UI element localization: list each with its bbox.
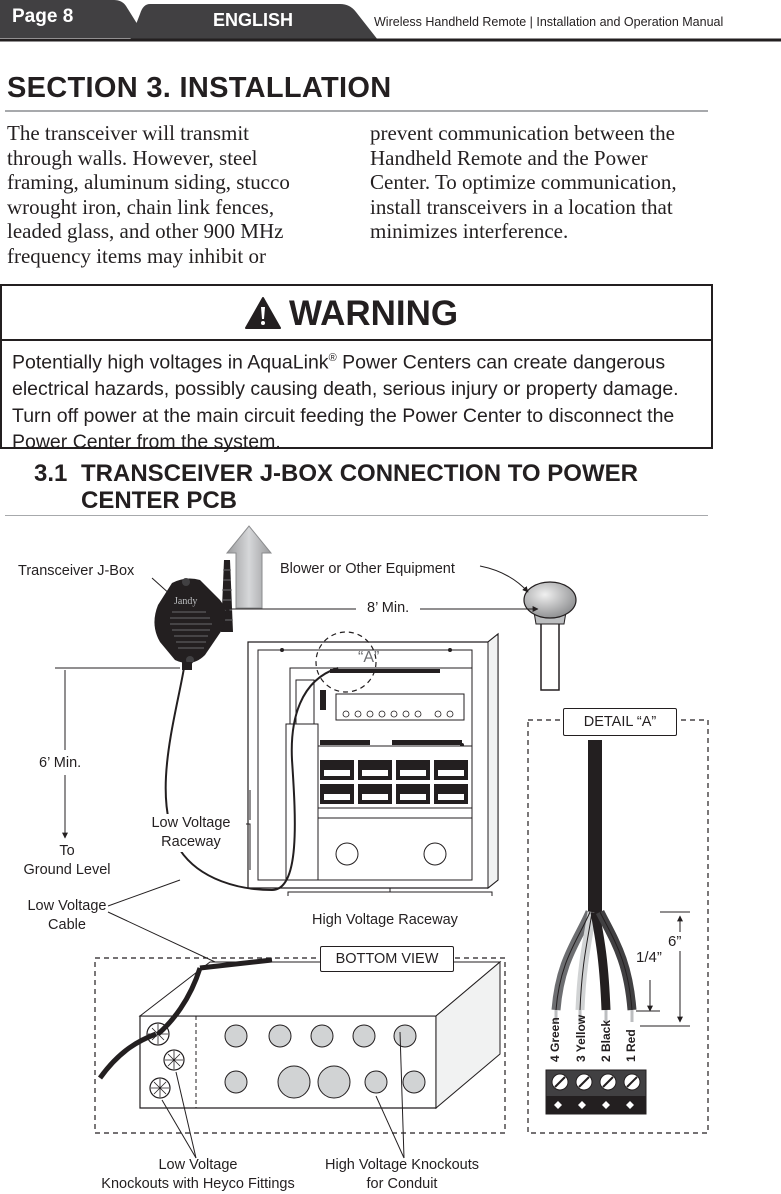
label-line: Low Voltage <box>151 815 231 831</box>
label-line: Ground Level <box>23 862 111 878</box>
label-line: To <box>59 843 75 859</box>
wire-label-text: 3 Yellow <box>574 1014 588 1062</box>
section-title: SECTION 3. INSTALLATION <box>7 72 392 104</box>
label-line: Raceway <box>161 834 221 850</box>
manual-title: Wireless Handheld Remote | Installation and Operation Manual <box>374 15 724 29</box>
warning-title: WARNING <box>289 294 459 333</box>
label-line: for Conduit <box>366 1176 438 1192</box>
text-line: minimizes interference. <box>370 219 569 243</box>
text-line: framing, aluminum siding, stucco <box>7 170 290 194</box>
text-line: through walls. However, steel <box>7 145 258 170</box>
text-line: prevent communication between the <box>370 121 675 145</box>
subsection-number: 3.1 <box>34 460 68 487</box>
wire-label-text: 1 Red <box>624 1029 638 1062</box>
eight-foot-min-label: 8’ Min. <box>367 600 410 616</box>
six-inch-dimension-label: 6” <box>668 933 682 950</box>
low-voltage-raceway-label <box>140 814 242 852</box>
wire-label-text: 2 Black <box>599 1019 613 1062</box>
text-line: The transceiver will transmit <box>7 121 250 145</box>
page-number: Page 8 <box>12 6 74 27</box>
warning-text: Potentially high voltages in AquaLink <box>12 351 329 374</box>
svg-text:Jandy: Jandy <box>174 596 198 607</box>
transceiver-jbox-label: Transceiver J-Box <box>18 563 135 579</box>
label-line: Low Voltage <box>158 1157 238 1173</box>
low-voltage-knockouts-label <box>86 1156 310 1194</box>
wire-label-green <box>548 1017 564 1122</box>
label-line: Cable <box>48 917 86 933</box>
low-voltage-cable-label <box>14 897 120 935</box>
label-line: Low Voltage <box>27 898 107 914</box>
six-foot-min-label: 6’ Min. <box>39 755 82 771</box>
blower-icon <box>524 582 576 690</box>
bottom-view-cabinet-icon <box>100 960 500 1108</box>
detail-a-label: DETAIL “A” <box>563 708 677 736</box>
transceiver-jbox-icon <box>154 578 225 670</box>
label-line: High Voltage Knockouts <box>325 1157 479 1173</box>
blower-label: Blower or Other Equipment <box>280 561 455 577</box>
wire-label-red <box>624 1029 640 1122</box>
to-ground-level-label <box>12 842 122 880</box>
high-voltage-knockouts-label <box>310 1156 494 1194</box>
label-line: Knockouts with Heyco Fittings <box>101 1176 295 1192</box>
subsection-title-line: TRANSCEIVER J-BOX CONNECTION TO POWER <box>81 460 638 487</box>
wire-label-yellow <box>574 1014 590 1122</box>
text-line: wrought iron, chain link fences, <box>7 194 275 219</box>
warning-text: Power Centers can create dangerous electrical hazards, possibly causing death, serious injury or property damage. Turn off power at the main circuit feeding the Power Center to disconnect the Power Center from the system. <box>12 351 679 453</box>
subsection-title-line: CENTER PCB <box>81 487 238 514</box>
text-line: install transceivers in a location that <box>370 194 673 219</box>
quarter-inch-dimension-label: 1/4” <box>636 949 662 966</box>
detail-a-marker: “A” <box>358 649 380 666</box>
text-line: Center. To optimize communication, <box>370 170 677 194</box>
registered-mark: ® <box>328 352 337 364</box>
text-line: leaded glass, and other 900 MHz <box>7 219 284 243</box>
text-line: Handheld Remote and the Power <box>370 145 648 170</box>
wire-label-text: 4 Green <box>548 1017 562 1062</box>
text-line: frequency items may inhibit or <box>7 243 266 268</box>
high-voltage-raceway-label: High Voltage Raceway <box>312 912 458 928</box>
power-center-cabinet-icon <box>248 634 498 888</box>
language-label: ENGLISH <box>213 10 294 30</box>
upward-arrow-icon <box>227 526 271 608</box>
wire-label-black <box>599 1019 615 1122</box>
bottom-view-label: BOTTOM VIEW <box>320 946 454 972</box>
